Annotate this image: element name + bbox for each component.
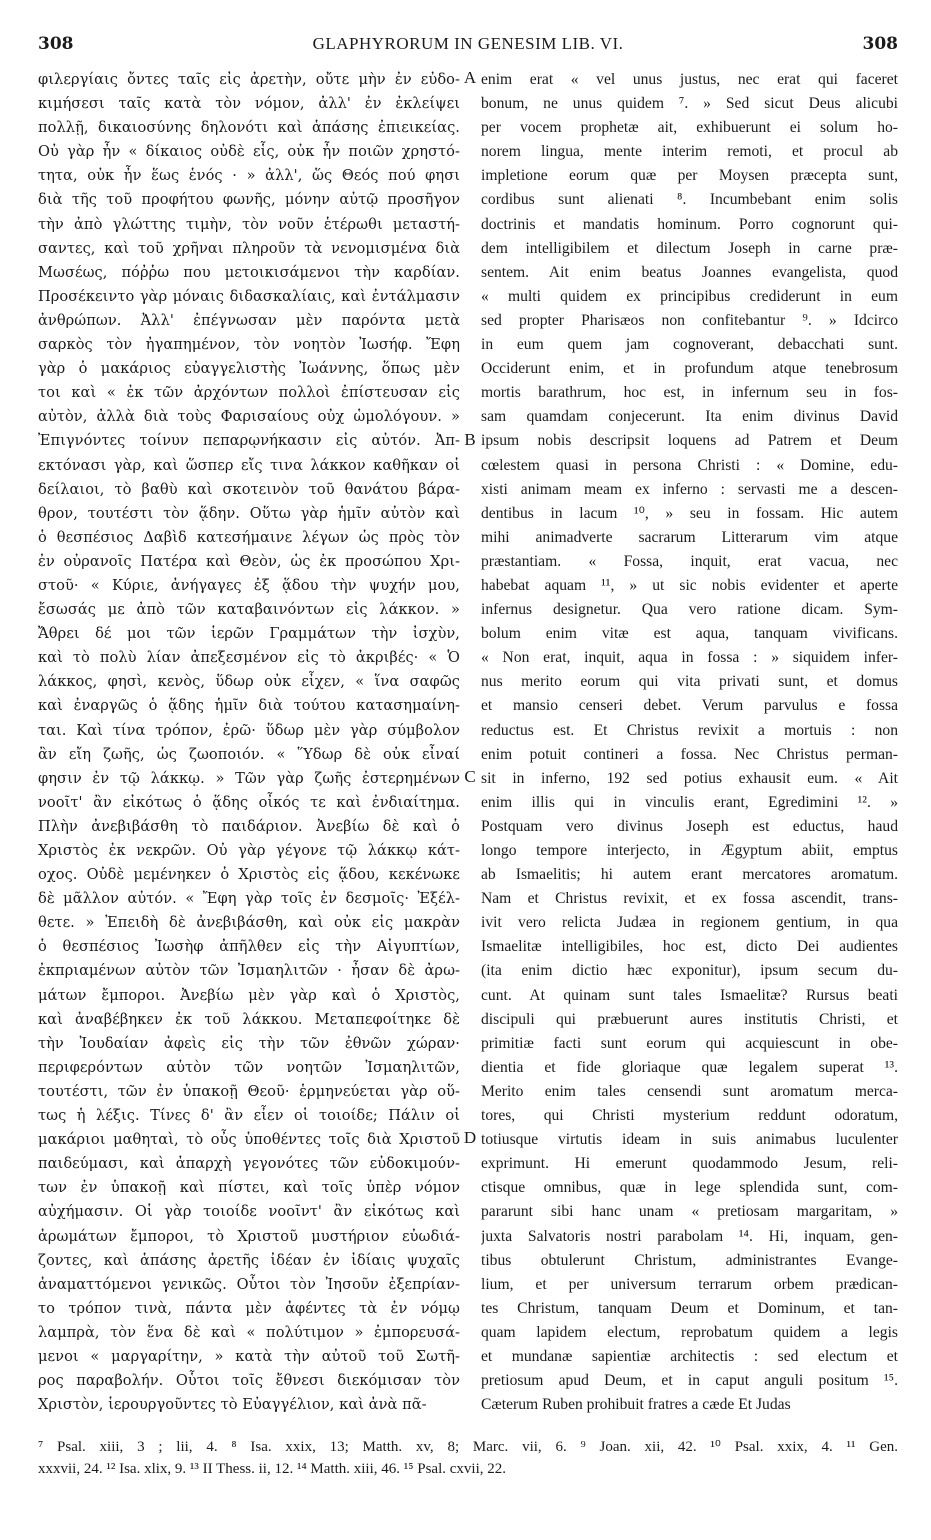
latin-text-line: ab Ismaelitis; hi autem erant mercatores aromatum. [481, 866, 898, 884]
latin-text-line: mihi animadverte sacrarum Litterarum vim atque [481, 528, 898, 546]
greek-text-line: Ἐπιγνόντες τοίνυν πεπαρῳνήκασιν εἰς αὐτόν. Ἀπ- [38, 432, 460, 450]
page-number-left: 308 [38, 34, 74, 54]
greek-text-line: θετε. » Ἐπειδὴ δὲ ἀνεβιβάσθη, καὶ οὐκ εἰς μακρὰν [38, 914, 460, 932]
latin-text-line: longo tempore interjecto, in Ægyptum abiit, emptus [481, 842, 898, 859]
greek-text-line: δὲ μᾶλλον αὐτόν. « Ἔφη γὰρ τοῖς ἐν δεσμοῖς· Ἐξέλ- [38, 890, 460, 908]
latin-text-line: xisti animam meam ex inferno : servasti me a descen- [481, 480, 898, 498]
greek-text-line: Μωσέως, πόῤῥω που μετοικισάμενοι τὴν καρδίαν. [38, 263, 460, 281]
latin-text-line: tores, qui Christi mysterium reddunt odoratum, [481, 1107, 898, 1125]
latin-text-line: impletione eorum quæ per Moysen præcepta sunt, [481, 167, 898, 185]
greek-text-line: Πλὴν ἀνεβιβάσθη τὸ παιδάριον. Ἀνεβίω δὲ καὶ ὁ [38, 817, 460, 835]
greek-text-line: Προσέκειντο γὰρ μόναις διδασκαλίαις, καὶ ἐντάλμασιν [38, 287, 460, 305]
greek-text-line: οχος. Οὐδὲ μεμένηκεν ὁ Χριστὸς εἰς ᾅδου, κεκένωκε [38, 866, 460, 884]
greek-text-line: καὶ ἐναργῶς ὁ ᾅδης ἡμῖν διὰ τούτου κατασημαίνη- [38, 697, 460, 715]
latin-text-line: bonum, ne unus quidem ⁷. » Sed sicut Deus alicubi [481, 95, 898, 113]
greek-text-line: εκτόνασι γὰρ, καὶ ὥσπερ εἴς τινα λάκκον καθῆκαν οἱ [38, 456, 460, 474]
latin-text-line: præstantiam. « Fossa, inquit, erat vacua, nec [481, 552, 898, 570]
latin-text-line: ctisque omnibus, quæ in lege splendida sunt, com- [481, 1179, 898, 1197]
latin-text-line: Merito enim tales censendi sunt aromatum merca- [481, 1082, 898, 1100]
greek-text-line: νοοῖτ' ἂν εἰκότως ὁ ᾅδης οἶκός τε καὶ ἐνδιαίτημα. [38, 793, 460, 811]
greek-text-line: ὁ θεσπέσιος Ἰωσὴφ ἀπῆλθεν εἰς τὴν Αἰγυπτίων, [38, 938, 460, 956]
latin-text-line: discipuli qui præbuerunt aures institutis Christi, et [481, 1010, 898, 1028]
greek-text-line: Χριστὸς ἐκ νεκρῶν. Οὐ γὰρ γέγονε τῷ λάκκῳ κάτ- [38, 842, 460, 859]
greek-text-line: σαρκὸς τὸν ἠγαπημένον, τὸν νοητὸν Ἰωσήφ. Ἔφη [38, 336, 460, 354]
greek-text-line: τοι καὶ « ἐκ τῶν ἀρχόντων πολλοὶ ἐπίστευσαν εἰς [38, 384, 460, 402]
greek-text-line: τουτέστι, τῶν ἐν ὑπακοῇ Θεοῦ· ἑρμηνεύεται γὰρ οὕ- [38, 1082, 460, 1100]
latin-text-line: enim erat « vel unus justus, nec erat qui faceret [481, 71, 898, 88]
latin-text-line: lium, et per universum terrarum orbem prædican- [481, 1275, 898, 1293]
latin-text-line: reductus est. Et Christus revixit a mortuis : non [481, 721, 898, 739]
latin-text-line: Ismaelitæ intelligibiles, hoc est, dicto Dei audientes [481, 938, 898, 956]
latin-text-line: sam quamdam conjecerunt. Ita enim divinus David [481, 408, 898, 426]
greek-text-line: ἂν εἴη ζωῆς, ὡς ζωοποιόν. « Ὕδωρ δὲ οὐκ εἶναί [38, 745, 460, 763]
greek-text-line: ἀρωμάτων ἔμποροι, τὸ Χριστοῦ μυστήριον εὐωδιά- [38, 1227, 460, 1245]
greek-text-line: διὰ τῆς τοῦ προφήτου φωνῆς, μόνην αὐτῷ προσῆγον [38, 191, 460, 209]
footnotes [38, 1436, 898, 1480]
section-marker: C [464, 766, 476, 786]
section-marker: D [463, 1128, 477, 1148]
latin-text-line: et mansio censeri debet. Verum parvulus e fossa [481, 697, 898, 715]
greek-text-line: ἀναματτόμενοι γενικῶς. Οὗτοι τὸν Ἰησοῦν ἐξεπρίαν- [38, 1275, 460, 1293]
running-title: GLAPHYRORUM IN GENESIM LIB. VI. [312, 34, 624, 53]
latin-text-line: bolum enim vitæ est aqua, tanquam vivificans. [481, 625, 898, 643]
greek-text-line: ἐκπριαμένων αὐτὸν τῶν Ἰσμαηλιτῶν · ἦσαν δὲ ἀρω- [38, 962, 460, 980]
latin-text-line: ivit vero relicta Judæa in regionem gentium, in qua [481, 914, 898, 932]
greek-text-line: Ἄθρει δέ μοι τῶν ἱερῶν Γραμμάτων τὴν ἰσχὺν, [38, 625, 460, 643]
greek-text-line: τὴν Ἰουδαίαν ἀφεὶς εἰς τὴν τῶν ἐθνῶν χώραν· [38, 1034, 460, 1052]
latin-text-column [481, 68, 898, 1417]
latin-text-line: sed propter Pharisæos non confitebantur ⁹. » Idcirco [481, 311, 898, 329]
greek-text-line: μενοι « μαργαρίτην, » κατὰ τὴν αὐτοῦ τοῦ Σωτῆ- [38, 1347, 460, 1365]
latin-text-line: Nam et Christus revixit, et ex fossa ascendit, trans- [481, 890, 898, 908]
latin-text-line: cœlestem quasi in persona Christi : « Domine, edu- [481, 456, 898, 474]
latin-text-line: mortis barathrum, hoc est, in infernum seu in fos- [481, 384, 898, 402]
latin-text-line: enim potuit contineri a fossa. Nec Christus perman- [481, 745, 898, 763]
latin-text-line: enim illis qui in vinculis erant, Egredimini ¹². » [481, 793, 898, 811]
greek-text-line: σαντες, καὶ τοῦ χρῆναι πληροῦν τὰ νενομισμένα διὰ [38, 239, 460, 257]
greek-text-line: καὶ ἀναβέβηκεν ἐκ τοῦ λάκκου. Μεταπεφοίτηκε δὲ [38, 1010, 460, 1028]
greek-text-line: ζοντες, καὶ ἁπάσης ἀρετῆς ἰδέαν ἐν ἰδίαις ψυχαῖς [38, 1251, 460, 1269]
latin-text-line: in eum quem jam cognoverant, debacchati sunt. [481, 336, 898, 354]
latin-text-line: juxta Salvatoris nostri parabolam ¹⁴. Hi, inquam, gen- [481, 1227, 898, 1245]
latin-text-line: tibus obtulerunt Christum, administrantes Evange- [481, 1251, 898, 1269]
latin-text-line: doctrinis et mandatis hominum. Porro cognorunt qui- [481, 215, 898, 233]
greek-text-line: αὐχήμασιν. Οἱ γὰρ τοιοίδε νοοῖντ' ἂν εἰκότως καὶ [38, 1203, 460, 1221]
greek-text-line: φησιν ἐν τῷ λάκκῳ. » Τῶν γὰρ ζωῆς ἐστερημένων [38, 769, 460, 787]
latin-text-line: ipsum nobis descripsit loquens ad Patrem et Deum [481, 432, 898, 450]
greek-text-line: ὁ θεσπέσιος Δαβὶδ κατεσήμαινε λέγων ὡς πρὸς τὸν [38, 528, 460, 546]
latin-text-line: cunt. At quinam sunt tales Ismaelitæ? Rursus beati [481, 986, 898, 1004]
greek-text-line: πολλῇ, δικαιοσύνης δηλονότι καὶ ἁπάσης ἐπιεικείας. [38, 119, 460, 137]
greek-text-line: λάκκος, φησὶ, κενὸς, ὕδωρ οὐκ εἶχεν, « ἵνα σαφῶς [38, 673, 460, 691]
greek-text-line: ἔσωσάς με ἀπὸ τῶν καταβαινόντων εἰς λάκκον. » [38, 601, 460, 619]
latin-text-line: pretiosum apud Deum, et in caput anguli positum ¹⁵. [481, 1372, 898, 1390]
latin-text-line: dentibus in lacum ¹⁰, » seu in fossam. Hic autem [481, 504, 898, 522]
latin-text-line: pararunt sibi hanc unam « pretiosam margaritam, » [481, 1203, 898, 1221]
greek-text-line: ται. Καὶ τίνα τρόπον, ἐρῶ· ὕδωρ μὲν γὰρ σύμβολον [38, 721, 460, 739]
greek-text-line: γὰρ ὁ μακάριος εὐαγγελιστὴς Ἰωάννης, ὅπως μὲν [38, 360, 460, 378]
latin-text-line: sit in inferno, 192 sed potius exhausit eum. « Ait [481, 769, 898, 787]
greek-text-line: των ἐν ὑπακοῇ καὶ πίστει, καὶ τοῖς ὑπὲρ νόμον [38, 1179, 460, 1197]
greek-text-line: λαμπρὰ, τὸν ἕνα δὲ καὶ « πολύτιμον » ἐμπορευσά- [38, 1323, 460, 1341]
greek-text-line: στοῦ· « Κύριε, ἀνήγαγες ἐξ ᾅδου τὴν ψυχήν μου, [38, 576, 460, 594]
footnote-line: xxxvii, 24. ¹² Isa. xlix, 9. ¹³ II Thess. ii, 12. ¹⁴ Matth. xiii, 46. ¹⁵ Psal. cxvii, 22. [38, 1461, 506, 1477]
greek-text-line: θρον, τουτέστι τὸν ᾅδην. Οὕτω γὰρ ἡμῖν αὐτὸν καὶ [38, 504, 460, 522]
greek-text-column [38, 68, 460, 1417]
greek-text-line: τὴν ἀπὸ γλώττης τιμὴν, τὸν νοῦν ἑτέρωθι μεταστή- [38, 215, 460, 233]
latin-text-line: « Non erat, inquit, aqua in fossa : » siquidem infer- [481, 649, 898, 667]
latin-text-line: nus merito eorum qui vita privati sunt, et domus [481, 673, 898, 691]
greek-text-line: μακάριοι μαθηταὶ, τὸ οὖς ὑποθέντες τοῖς διὰ Χριστοῦ [38, 1131, 460, 1149]
greek-text-line: αὐτὸν, ἀλλὰ διὰ τοὺς Φαρισαίους οὐχ ὡμολόγουν. » [38, 408, 460, 426]
greek-text-line: ἀνθρώπων. Ἀλλ' ἐπέγνωσαν μὲν παρόντα μετὰ [38, 311, 460, 329]
greek-text-line: μάτων ἔμποροι. Ἀνεβίω μὲν γὰρ καὶ ὁ Χριστὸς, [38, 986, 460, 1004]
latin-text-line: Occiderunt enim, et in profundum atque tenebrosum [481, 360, 898, 378]
greek-text-line: τως ἡ λέξις. Τίνες δ' ἂν εἶεν οἱ τοιοίδε; Πάλιν οἱ [38, 1107, 460, 1125]
page-header [38, 34, 898, 62]
latin-text-line: Cæterum Ruben prohibuit fratres a cæde Et Judas [481, 1396, 791, 1414]
greek-text-line: καὶ τὸ πολὺ λίαν ἀπεξεσμένον εἰς τὸ ἀκριβές· « Ὁ [38, 649, 460, 667]
latin-text-line: quam lapidem electum, reprobatum quidem a legis [481, 1323, 898, 1341]
greek-text-line: ἐν οὐρανοῖς Πατέρα καὶ Θεὸν, ὡς ἐκ προσώπου Χρι- [38, 552, 460, 570]
greek-text-line: τητα, οὐκ ἦν ἕως ἑνός · » ἀλλ', ὥς Θεός πού φησι [38, 167, 460, 185]
latin-text-line: et mundanæ sapientiæ architectis : sed electum et [481, 1347, 898, 1365]
latin-text-line: dem intelligibilem et dilectum Joseph in carne præ- [481, 239, 898, 257]
footnote-line: ⁷ Psal. xiii, 3 ; lii, 4. ⁸ Isa. xxix, 13; Matth. xv, 8; Marc. vii, 6. ⁹ Joan. xii, 42. ¹⁰ Psal. xxix, 4. ¹¹ Gen. [38, 1439, 898, 1455]
greek-text-line: το τρόπον τινὰ, πάντα μὲν ἀφέντες τὰ ἐν νόμῳ [38, 1299, 460, 1317]
section-marker: A [463, 68, 477, 87]
latin-text-line: per vocem prophetæ ait, exhibuerunt ei solum ho- [481, 119, 898, 137]
greek-text-line: Χριστὸν, ἱερουργοῦντες τὸ Εὐαγγέλιον, καὶ ἀνὰ πᾶ- [38, 1396, 427, 1414]
latin-text-line: cordibus sunt alienati ⁸. Incumbebant enim solis [481, 191, 898, 209]
latin-text-line: infernus designetur. Qua vero ratione dicam. Sym- [481, 601, 898, 619]
latin-text-line: sentem. Ait enim beatus Joannes evangelista, quod [481, 263, 898, 281]
latin-text-line: dientia et fide gloriaque quæ legalem superat ¹³. [481, 1058, 898, 1076]
latin-text-line: totiusque virtutis ideam in suis animabus luculenter [481, 1131, 898, 1149]
latin-text-line: tes Christum, tanquam Deum et Dominum, et tan- [481, 1299, 898, 1317]
latin-text-line: habebat aquam ¹¹, » ut sic nobis evidenter et aperte [481, 576, 898, 594]
latin-text-line: (ita enim dictio hæc exponitur), ipsum secum du- [481, 962, 898, 980]
latin-text-line: « multi quidem ex principibus crediderunt in eum [481, 287, 898, 305]
section-marker: B [464, 429, 476, 449]
latin-text-line: exprimunt. Hi emerunt quodammodo Jesum, reli- [481, 1155, 898, 1173]
greek-text-line: ρος παραβολήν. Οὗτοι τοῖς ἔθνεσι διεκόμισαν τὸν [38, 1372, 460, 1390]
greek-text-line: κιμήσεσι ταῖς κατὰ τὸν νόμον, ἀλλ' ἐν ἐκλείψει [38, 95, 460, 113]
greek-text-line: παιδεύμασι, καὶ ἀπαρχὴ γεγονότες τῶν εὐδοκιμούν- [38, 1155, 460, 1173]
greek-text-line: Οὐ γὰρ ἦν « δίκαιος οὐδὲ εἷς, οὐκ ἦν ποιῶν χρηστό- [38, 143, 460, 161]
page-number-right: 308 [862, 34, 898, 54]
latin-text-line: norem lingua, mente interim remoti, et procul ab [481, 143, 898, 161]
greek-text-line: περιφερόντων αὐτὸν τῶν νοητῶν Ἰσμαηλιτῶν, [38, 1058, 460, 1076]
latin-text-line: primitiæ facti sunt eorum qui acquiescunt in obe- [481, 1034, 898, 1052]
latin-text-line: Postquam vero divinus Joseph est eductus, haud [481, 817, 898, 835]
greek-text-line: δείλαιοι, τὸ βαθὺ καὶ σκοτεινὸν τοῦ θανάτου βάρα- [38, 480, 460, 498]
greek-text-line: φιλεργίαις ὄντες ταῖς εἰς ἀρετὴν, οὔτε μὴν ἐν εὐδο- [38, 71, 460, 88]
